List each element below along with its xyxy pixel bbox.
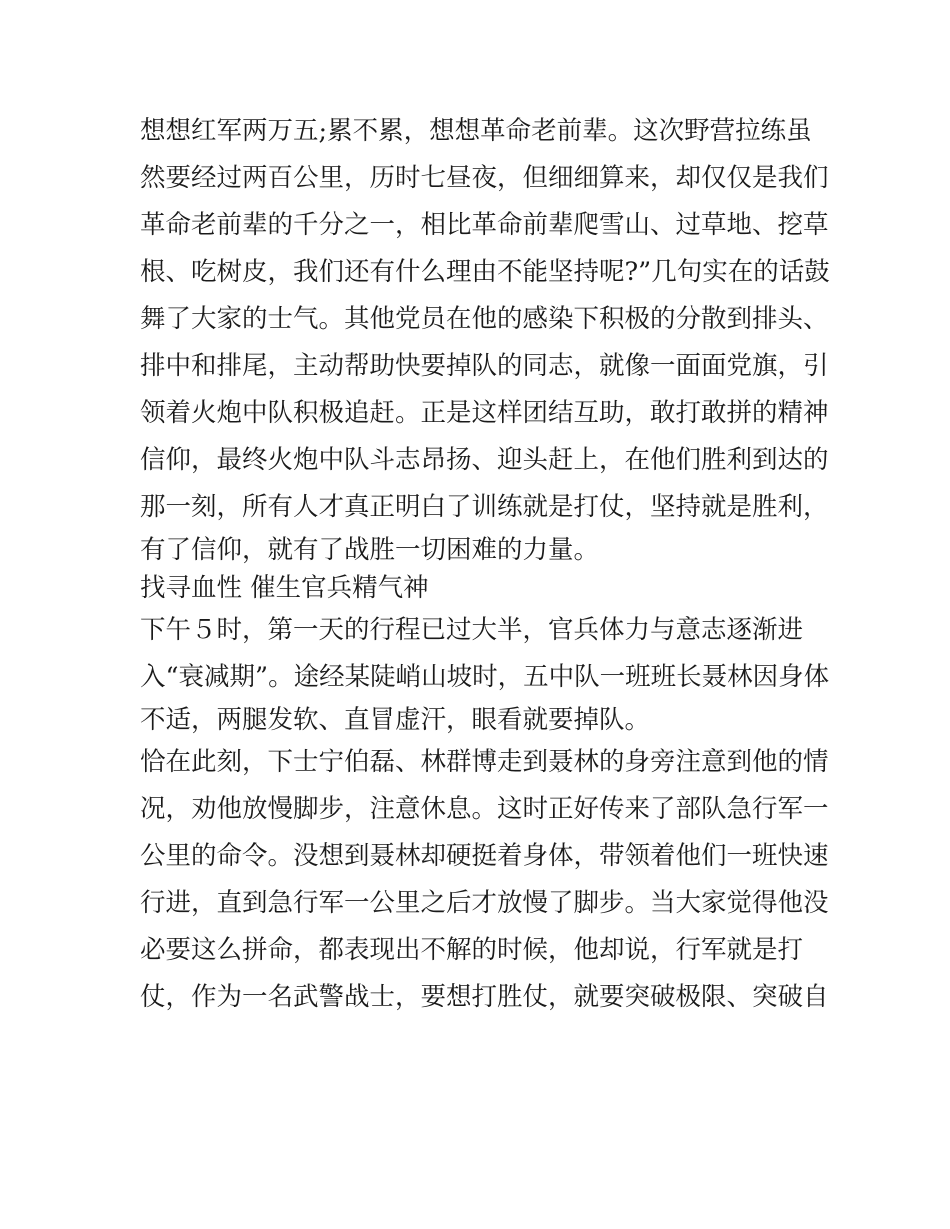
text-line: 排中和排尾，主动帮助快要掉队的同志，就像一面面党旗，引 [140,351,829,381]
text-line: 入“衰减期”。途经某陡峭山坡时，五中队一班班长聂林因身体 [140,662,830,692]
text-line: 革命老前辈的千分之一，相比革命前辈爬雪山、过草地、挖草 [140,210,829,240]
text-line: 行进，直到急行军一公里之后才放慢了脚步。当大家觉得他没 [140,888,829,918]
text-line: 公里的命令。没想到聂林却硬挺着身体，带领着他们一班快速 [140,841,829,871]
text-line: 想想红军两万五;累不累，想想革命老前辈。这次野营拉练虽 [140,116,812,146]
body-text [140,108,830,1021]
text-line: 下午５时，第一天的行程已过大半，官兵体力与意志逐渐进 [140,615,804,645]
text-line: 恰在此刻，下士宁伯磊、林群博走到聂林的身旁注意到他的情 [140,747,829,777]
text-line: 有了信仰，就有了战胜一切困难的力量。 [140,535,600,565]
text-line: 信仰，最终火炮中队斗志昂扬、迎头赶上，在他们胜利到达的 [140,445,829,475]
text-line: 领着火炮中队积极追赶。正是这样团结互助，敢打敢拼的精神 [140,398,829,428]
text-line: 然要经过两百公里，历时七昼夜，但细细算来，却仅仅是我们 [140,163,829,193]
text-line: 不适，两腿发软、直冒虚汗，眼看就要掉队。 [140,705,651,735]
section-heading: 找寻血性 催生官兵精气神 [140,573,429,603]
text-line: 况，劝他放慢脚步，注意休息。这时正好传来了部队急行军一 [140,794,829,824]
text-line: 根、吃树皮，我们还有什么理由不能坚持呢?”几句实在的话鼓 [140,257,830,287]
text-line: 那一刻，所有人才真正明白了训练就是打仗，坚持就是胜利， [140,492,829,522]
text-line: 必要这么拼命，都表现出不解的时候，他却说，行军就是打 [140,935,804,965]
text-line: 舞了大家的士气。其他党员在他的感染下积极的分散到排头、 [140,304,829,334]
text-line: 仗，作为一名武警战士，要想打胜仗，就要突破极限、突破自 [140,982,829,1012]
